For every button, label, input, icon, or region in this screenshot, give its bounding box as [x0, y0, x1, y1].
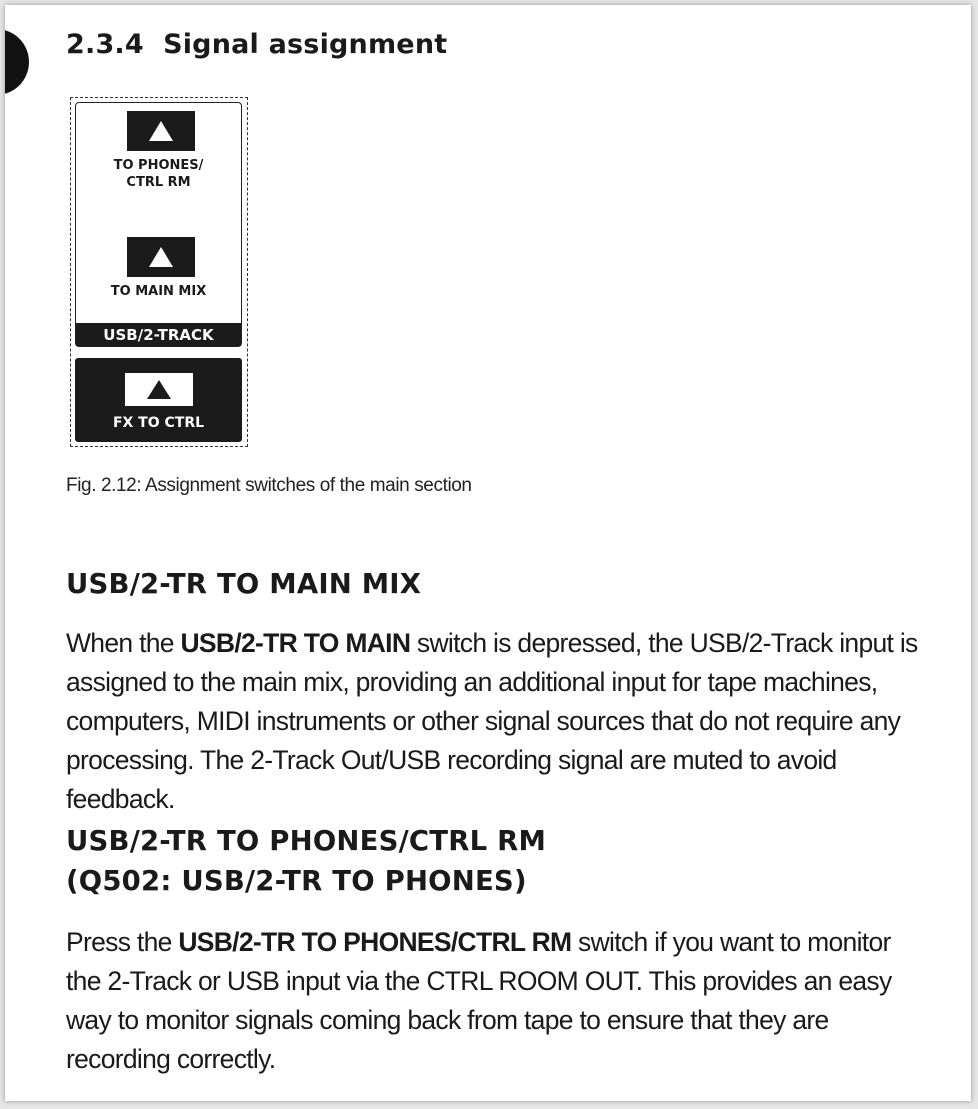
triangle-up-icon — [147, 380, 171, 399]
section-title-text: Signal assignment — [163, 29, 448, 60]
to-main-mix-switch[interactable] — [127, 237, 195, 277]
fx-to-ctrl-switch[interactable] — [125, 373, 193, 406]
section-number: 2.3.4 — [66, 29, 144, 60]
chapter-tab-marker — [5, 29, 29, 95]
triangle-up-icon — [149, 121, 173, 141]
manual-page — [5, 5, 971, 1101]
usb-2track-panel — [75, 102, 242, 347]
fx-to-ctrl-label: FX TO CTRL — [112, 415, 205, 431]
figure-caption: Fig. 2.12: Assignment switches of the main section — [66, 475, 472, 496]
usb-2track-label: USB/2-TRACK — [76, 323, 241, 346]
to-phones-ctrl-rm-switch[interactable] — [127, 111, 195, 151]
main-mix-heading: USB/2-TR TO MAIN MIX — [66, 568, 422, 600]
phones-heading-line2: (Q502: USB/2-TR TO PHONES) — [66, 865, 527, 897]
assignment-switches-figure — [70, 97, 248, 447]
switch-name-bold: USB/2-TR TO PHONES/CTRL RM — [178, 927, 572, 957]
triangle-up-icon — [149, 247, 173, 267]
phones-heading-line1: USB/2-TR TO PHONES/CTRL RM — [66, 825, 547, 857]
section-title — [66, 29, 447, 60]
switch-name-bold: USB/2-TR TO MAIN — [180, 628, 411, 658]
phones-heading — [66, 821, 546, 901]
fx-to-ctrl-panel — [75, 358, 242, 442]
to-phones-ctrl-rm-label: TO PHONES/ CTRL RM — [113, 158, 204, 190]
main-mix-paragraph: When the USB/2-TR TO MAIN switch is depressed, the USB/2-Track input is assigned to the main mix, providing an additional input for tape machines, computers, MIDI instruments or other signal sources that do not require any processing. The 2-Track Out/USB recording signal are muted to avoid feedback. — [66, 628, 918, 814]
to-main-mix-label: TO MAIN MIX — [110, 284, 207, 299]
phones-paragraph: Press the USB/2-TR TO PHONES/CTRL RM switch if you want to monitor the 2-Track or USB input via the CTRL ROOM OUT. This provides an easy way to monitor signals coming back from tape to ensure that they are recording correctly. — [66, 927, 892, 1074]
